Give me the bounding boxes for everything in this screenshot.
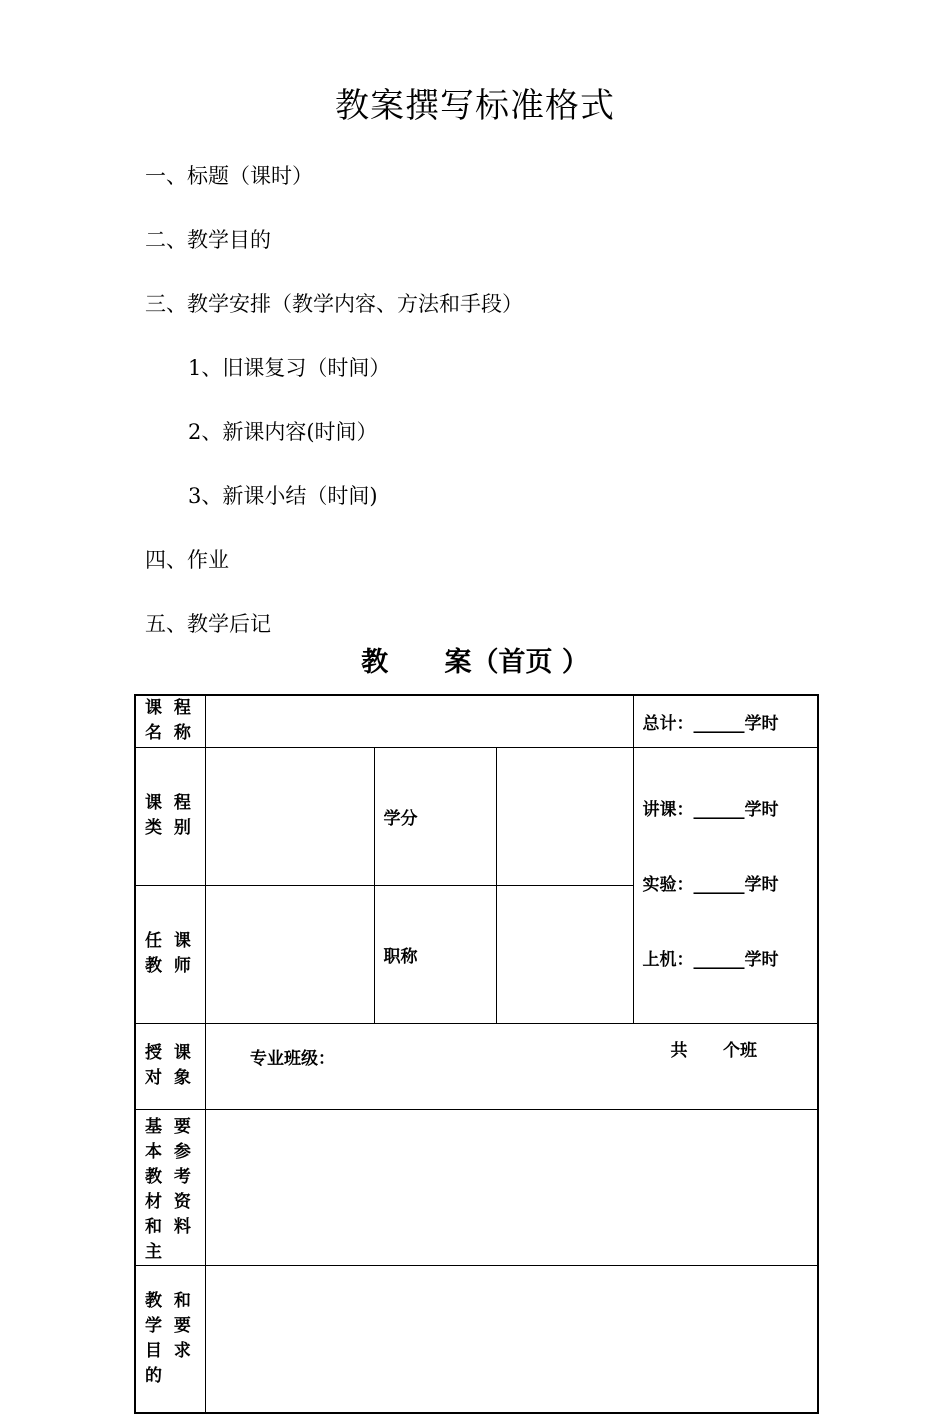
outline-subitem-new-content: 2、新课内容(时间）: [188, 420, 378, 444]
lab-hours: 实验：______学时: [642, 874, 779, 895]
textbook-field[interactable]: [205, 1109, 818, 1265]
objectives-field[interactable]: [205, 1265, 818, 1413]
outline-item-arrangement: 三、教学安排（教学内容、方法和手段）: [145, 292, 523, 316]
hours-breakdown: [633, 747, 818, 1023]
credit-field[interactable]: [496, 747, 633, 885]
outline-item-homework: 四、作业: [145, 548, 229, 572]
computer-hours: 上机：______学时: [642, 949, 779, 970]
outline-item-title: 一、标题（课时）: [145, 164, 313, 188]
lesson-plan-form: [134, 694, 819, 1414]
credit-label: 学分: [374, 747, 496, 885]
outline-subitem-review: 1、旧课复习（时间）: [188, 356, 391, 380]
teacher-field[interactable]: [205, 885, 374, 1023]
course-type-field[interactable]: [205, 747, 374, 885]
form-title: 教 案（首页 ）: [361, 647, 589, 678]
outline-subitem-summary: 3、新课小结（时间): [188, 484, 378, 508]
audience-field[interactable]: [205, 1023, 818, 1109]
audience-label: 授 课 对 象: [135, 1023, 205, 1109]
textbook-label: 基 要 本 参 教 考 材 资 和 料 主: [135, 1109, 205, 1265]
course-name-field[interactable]: [205, 695, 633, 747]
outline-item-objectives: 二、教学目的: [145, 228, 271, 252]
teacher-label: 任 课 教 师: [135, 885, 205, 1023]
outline-item-postscript: 五、教学后记: [145, 612, 271, 636]
title-field[interactable]: [496, 885, 633, 1023]
title-label: 职称: [374, 885, 496, 1023]
course-name-label: 课 程 名 称: [135, 695, 205, 747]
course-type-label: 课 程 类 别: [135, 747, 205, 885]
major-class-label: 专业班级：: [250, 1048, 336, 1069]
class-count: 共 个班: [670, 1040, 758, 1061]
lecture-hours: 讲课：______学时: [642, 799, 779, 820]
objectives-label: 教 和 学 要 目 求 的: [135, 1265, 205, 1413]
document-title: 教案撰写标准格式: [335, 86, 615, 126]
total-hours: 总计：______学时: [633, 695, 818, 747]
